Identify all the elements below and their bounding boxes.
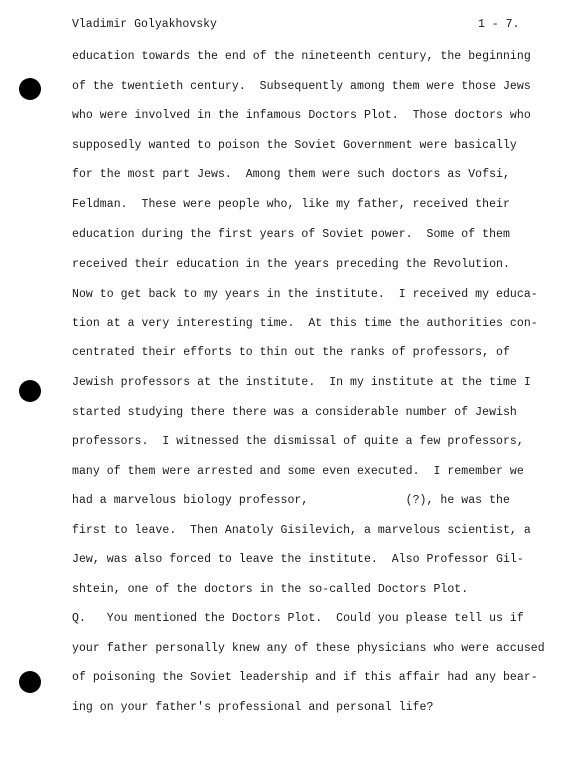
binder-hole: [19, 671, 41, 693]
binder-hole: [19, 380, 41, 402]
text-line: centrated their efforts to thin out the ranks of professors, of: [72, 346, 510, 359]
text-line: your father personally knew any of these physicians who were accused: [72, 642, 545, 655]
text-line: Now to get back to my years in the institute. I received my educa-: [72, 288, 538, 301]
text-line: professors. I witnessed the dismissal of quite a few professors,: [72, 435, 524, 448]
text-line: shtein, one of the doctors in the so-called Doctors Plot.: [72, 583, 469, 596]
text-line: first to leave. Then Anatoly Gisilevich, a marvelous scientist, a: [72, 524, 531, 537]
text-line: ing on your father's professional and personal life?: [72, 701, 434, 714]
text-line: many of them were arrested and some even executed. I remember we: [72, 465, 524, 478]
text-line: Jewish professors at the institute. In my institute at the time I: [72, 376, 531, 389]
text-line: education during the first years of Soviet power. Some of them: [72, 228, 510, 241]
text-line: education towards the end of the nineteenth century, the beginning: [72, 50, 531, 63]
text-line: who were involved in the infamous Doctors Plot. Those doctors who: [72, 109, 531, 122]
text-line: received their education in the years preceding the Revolution.: [72, 258, 510, 271]
text-line: started studying there there was a considerable number of Jewish: [72, 406, 517, 419]
header-name: Vladimir Golyakhovsky: [72, 18, 217, 31]
text-line: tion at a very interesting time. At this time the authorities con-: [72, 317, 538, 330]
text-line: of poisoning the Soviet leadership and if this affair had any bear-: [72, 671, 538, 684]
binder-hole: [19, 78, 41, 100]
text-line: had a marvelous biology professor, (?), he was the: [72, 494, 510, 507]
text-line: of the twentieth century. Subsequently among them were those Jews: [72, 80, 531, 93]
text-line: Feldman. These were people who, like my father, received their: [72, 198, 510, 211]
text-line: for the most part Jews. Among them were such doctors as Vofsi,: [72, 168, 510, 181]
text-line: Jew, was also forced to leave the institute. Also Professor Gil-: [72, 553, 524, 566]
text-line: supposedly wanted to poison the Soviet Government were basically: [72, 139, 517, 152]
question-line: Q. You mentioned the Doctors Plot. Could you please tell us if: [72, 612, 524, 625]
page-number: 1 - 7.: [478, 18, 520, 31]
